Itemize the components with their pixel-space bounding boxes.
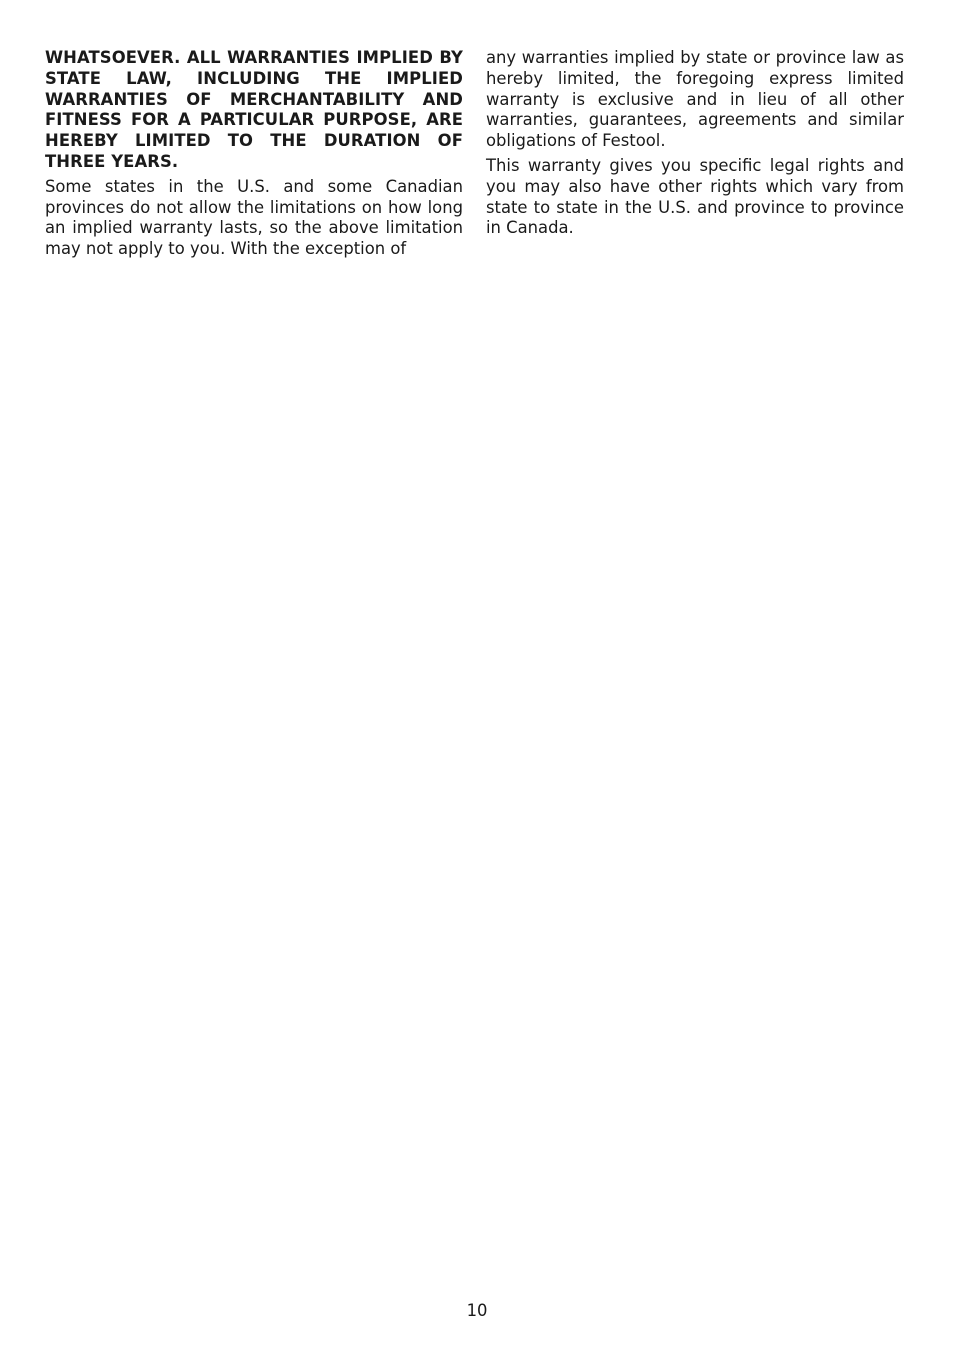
legal-rights-text: This warranty gives you specific legal rights and you may also have other rights which vary from state to state in the U.S. and province to province in Canada. bbox=[486, 155, 904, 238]
implied-warranty-limitation-text: WHATSOEVER. ALL WARRANTIES IMPLIED BY STATE LAW, INCLUDING THE IMPLIED WARRANTIES OF MERCHANTABILITY AND FITNESS FOR A PARTICULAR PURPOSE, ARE HEREBY LIMITED TO THE DURATION OF THREE YEARS. bbox=[45, 48, 463, 171]
state-exceptions-text: Some states in the U.S. and some Canadian provinces do not allow the limitations on how long an implied warranty lasts, so the above limitation may not apply to you. With the exception of bbox=[45, 176, 463, 259]
page-number: 10 bbox=[466, 1301, 488, 1320]
left-column bbox=[45, 48, 463, 264]
right-column bbox=[486, 48, 904, 243]
exclusive-warranty-text: any warranties implied by state or province law as hereby limited, the foregoing express limited warranty is exclusive and in lieu of all other warranties, guarantees, agreements and similar obligations of Festool. bbox=[486, 48, 904, 151]
